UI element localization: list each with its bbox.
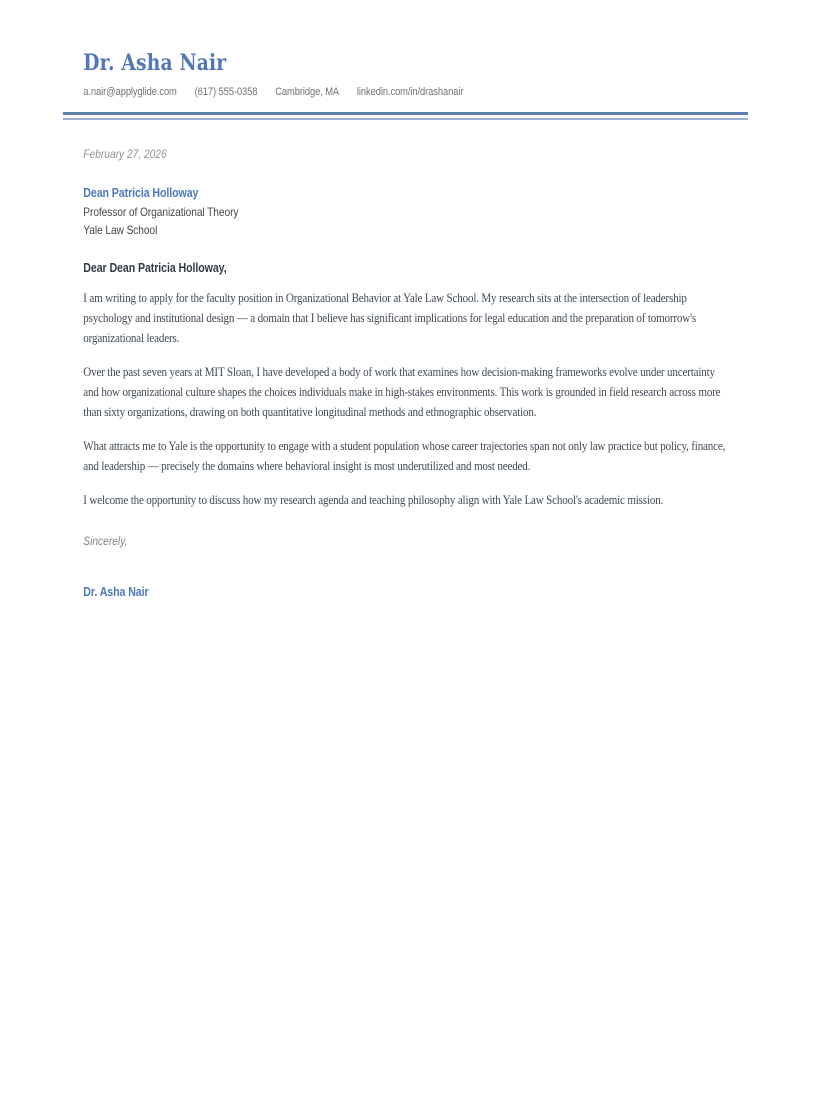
signature-name: Dr. Asha Nair	[83, 584, 149, 599]
body-paragraph: Over the past seven years at MIT Sloan, I have developed a body of work that examines how decision-making frameworks evolve under uncertainty and how organizational culture shapes the choices individuals make in high-stakes environments. This work is grounded in field research across more than sixty organizations, drawing on both quantitative longitudinal methods and ethnographic observation.	[83, 363, 721, 419]
contact-line	[83, 86, 727, 99]
header-divider	[63, 112, 748, 120]
recipient-name: Dean Patricia Holloway	[83, 186, 199, 200]
recipient-organization: Yale Law School	[83, 223, 158, 237]
contact-location: Cambridge, MA	[275, 86, 340, 98]
closing: Sincerely,	[83, 533, 128, 548]
cover-letter	[63, 50, 748, 600]
header-rule-thin	[63, 118, 748, 120]
contact-phone: (617) 555-0358	[194, 86, 258, 98]
letter-header	[63, 50, 748, 99]
body-paragraph: I am writing to apply for the faculty position in Organizational Behavior at Yale Law School. My research sits at the intersection of leadership psychology and institutional design — a domain that I believe has significant implications for legal education and the preparation of tomorrow's organizational leaders.	[83, 289, 697, 345]
letter-date: February 27, 2026	[83, 147, 167, 161]
contact-linkedin: linkedin.com/in/drashanair	[356, 86, 464, 98]
recipient-title: Professor of Organizational Theory	[83, 204, 239, 219]
salutation: Dear Dean Patricia Holloway,	[83, 260, 227, 275]
header-rule-thick	[63, 112, 748, 115]
body-paragraph: What attracts me to Yale is the opportunity to engage with a student population whose career trajectories span not only law practice but policy, finance, and leadership — precisely the domains where behavioral insight is most underutilized and most needed.	[83, 437, 726, 473]
letter-body	[63, 147, 748, 600]
contact-email: a.nair@applyglide.com	[83, 86, 177, 98]
applicant-name: Dr. Asha Nair	[83, 50, 227, 76]
body-paragraphs	[83, 288, 727, 510]
recipient-block	[83, 184, 727, 240]
body-paragraph: I welcome the opportunity to discuss how my research agenda and teaching philosophy align with Yale Law School's academic mission.	[83, 491, 664, 507]
